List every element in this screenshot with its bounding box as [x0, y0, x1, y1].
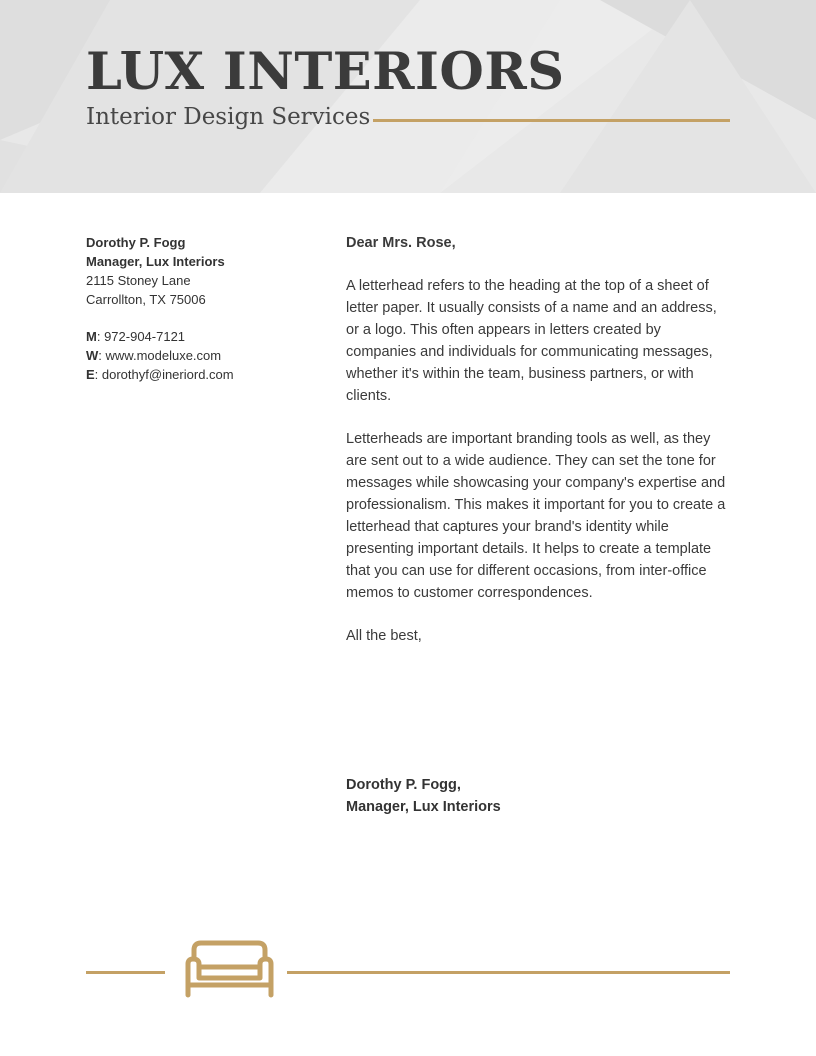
sender-title: Manager, Lux Interiors — [86, 254, 225, 269]
web-label: W — [86, 348, 99, 363]
sender-email: : dorothyf@ineriord.com — [94, 367, 234, 382]
phone-label: M — [86, 329, 97, 344]
sender-website: : www.modeluxe.com — [98, 348, 222, 363]
letter-signature — [346, 774, 501, 818]
sender-name: Dorothy P. Fogg — [86, 235, 186, 250]
sender-phone-row — [86, 327, 326, 346]
sender-address-line2: Carrollton, TX 75006 — [86, 292, 206, 307]
letter-body — [346, 232, 730, 668]
footer-divider-right — [287, 971, 730, 974]
email-label: E — [86, 367, 95, 382]
letterhead-header — [0, 0, 816, 193]
signature-name: Dorothy P. Fogg, — [346, 777, 461, 793]
letter-paragraph-2: Letterheads are important branding tools as well, as they are sent out to a wide audience. They can set the tone for messages while showcasing your company's expertise and professionalism. This makes it important for you to create a letterhead that captures your brand's identity while presenting important details. It helps to create a template that you can use for different occasions, from inter-office memos to customer correspondences. — [346, 431, 726, 601]
sender-contact-block — [86, 233, 326, 384]
header-divider — [373, 119, 730, 122]
sofa-icon — [184, 940, 275, 998]
sender-address-line1: 2115 Stoney Lane — [86, 273, 191, 288]
footer-divider-left — [86, 971, 165, 974]
letter-paragraph-1: A letterhead refers to the heading at the top of a sheet of letter paper. It usually consists of a name and an address, or a logo. This often appears in letters created by companies and individuals for communicating messages, whether it's within the team, business partners, or with clients. — [346, 278, 717, 404]
letter-closing: All the best, — [346, 628, 422, 644]
company-tagline: Interior Design Services — [86, 104, 371, 130]
company-name: LUX INTERIORS — [86, 42, 565, 102]
sender-phone: : 972-904-7121 — [96, 329, 186, 344]
signature-title: Manager, Lux Interiors — [346, 799, 501, 815]
letter-salutation: Dear Mrs. Rose, — [346, 235, 456, 251]
sender-email-row — [86, 365, 326, 384]
sender-web-row — [86, 346, 326, 365]
